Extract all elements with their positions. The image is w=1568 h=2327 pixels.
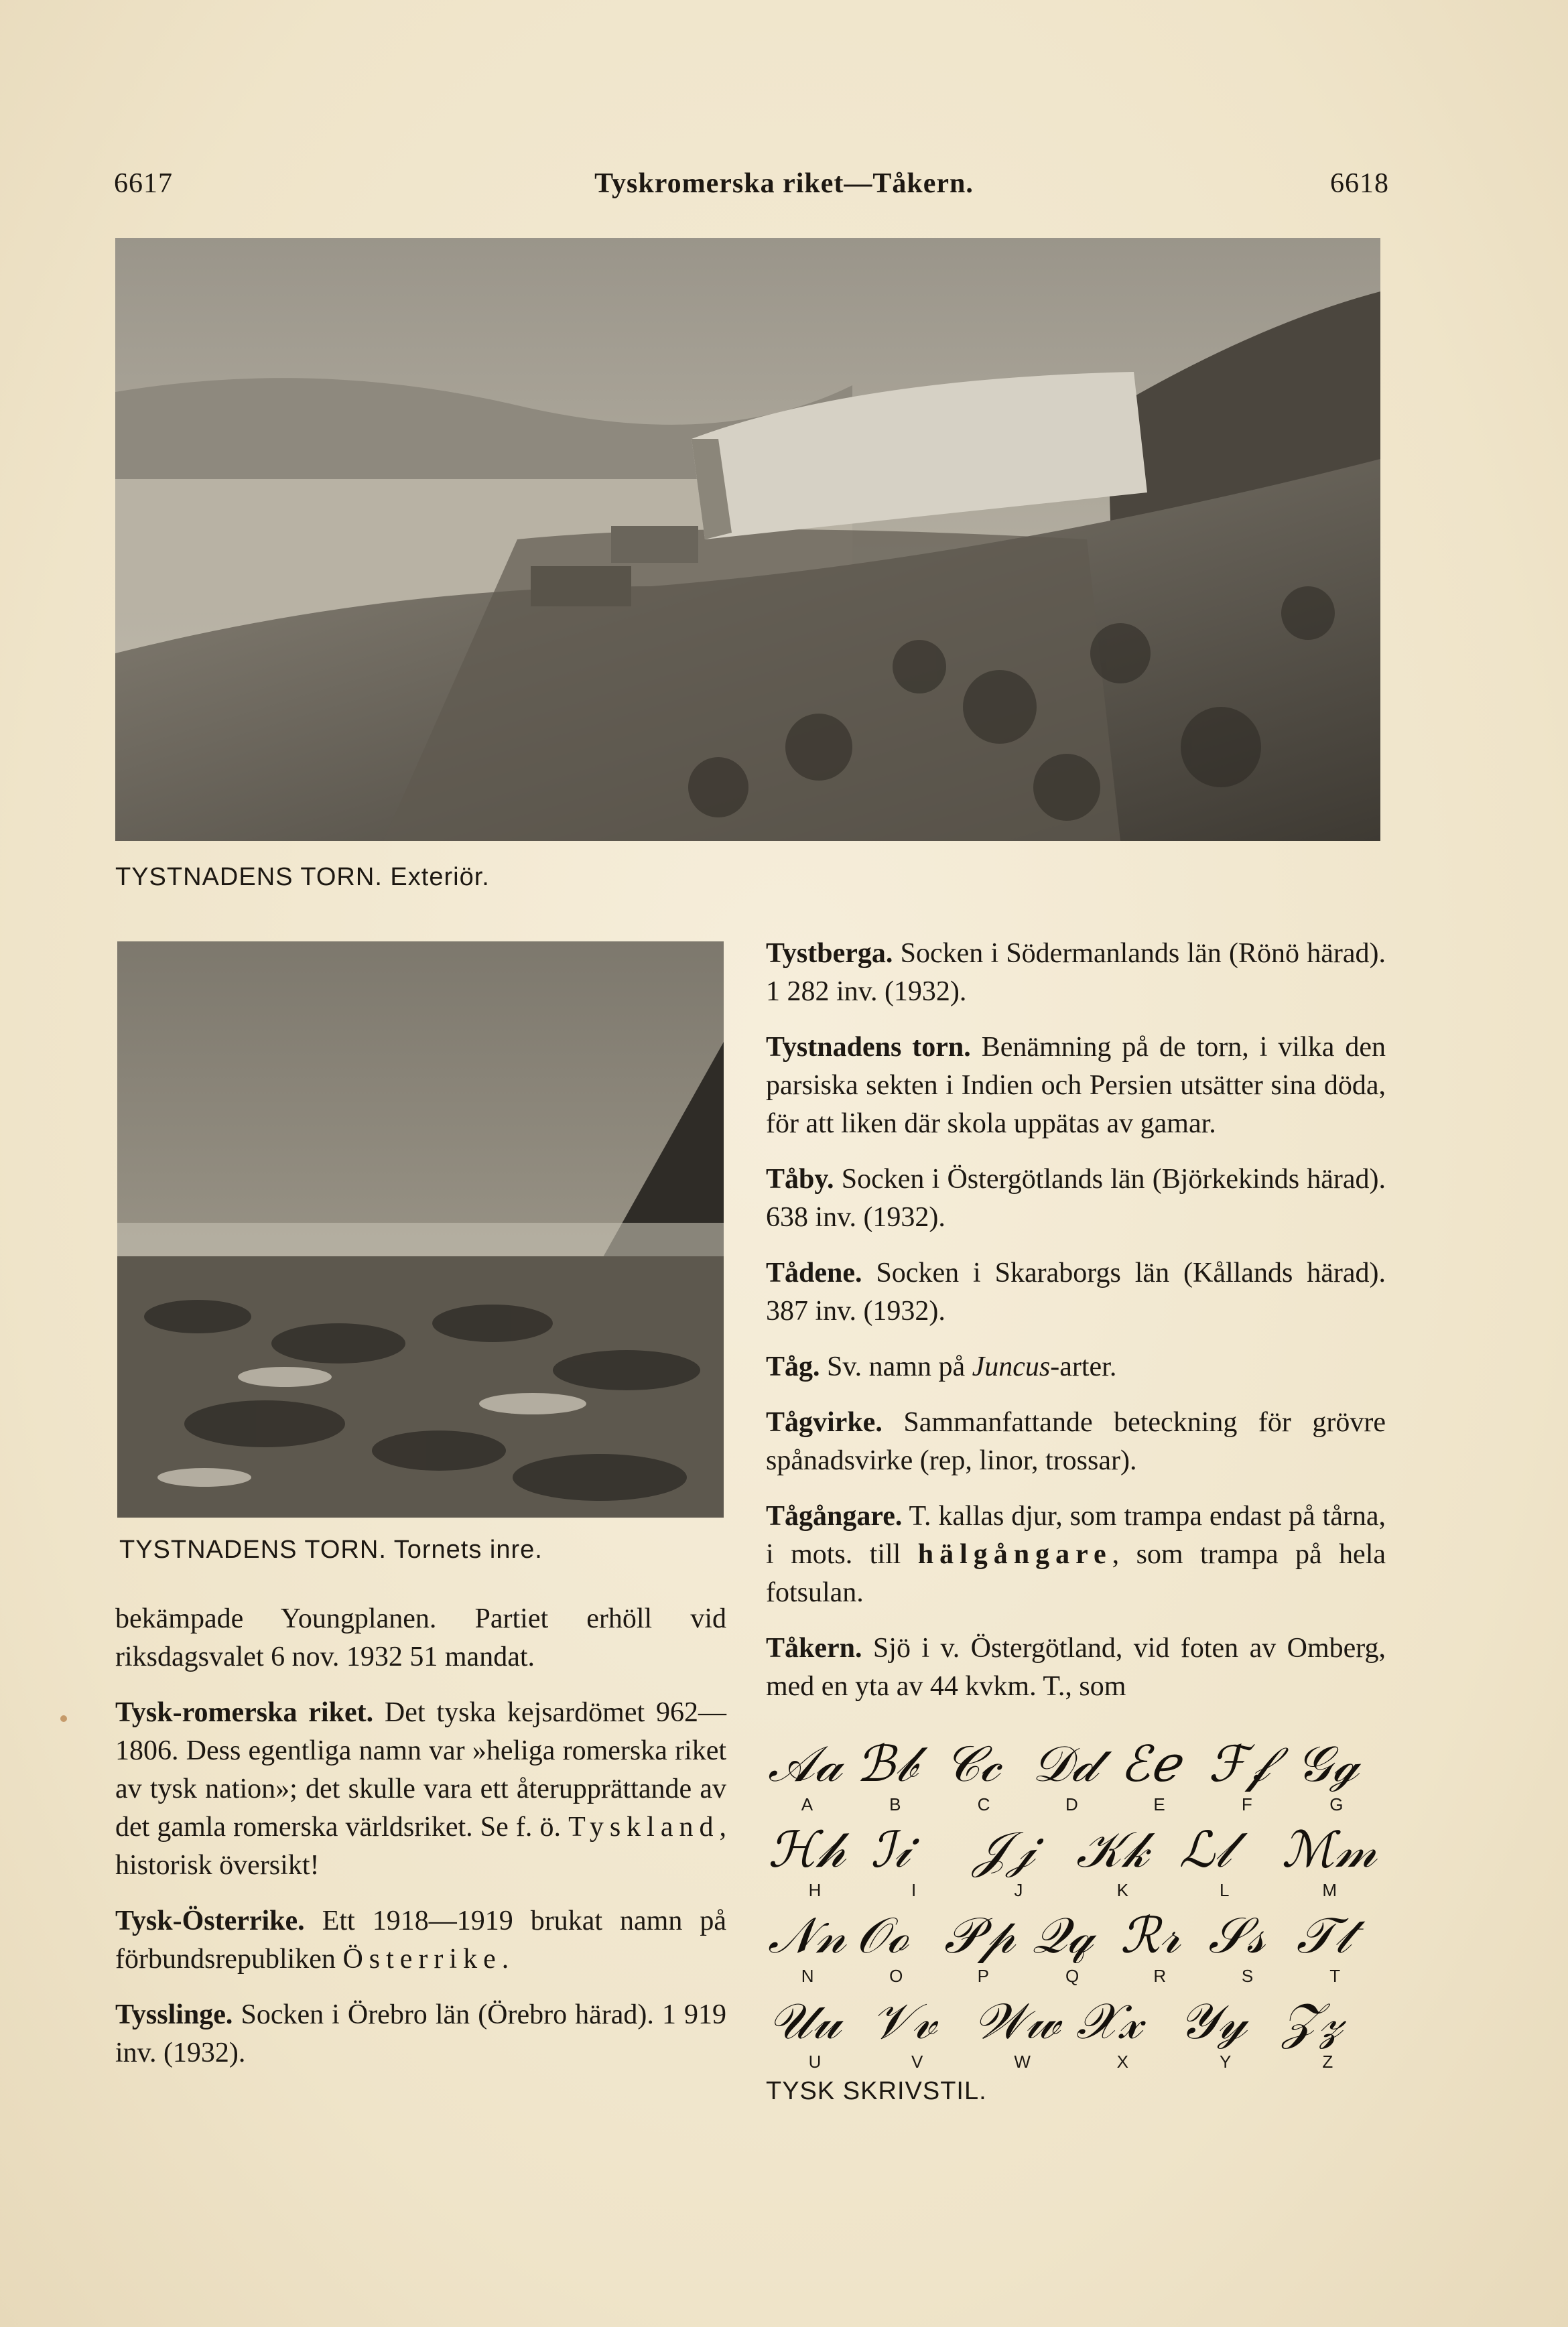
interior-caption: TYSTNADENS TORN. Tornets inre.	[119, 1536, 543, 1564]
script-glyph-h: ℋ𝒽	[768, 1821, 846, 1879]
script-letter-w: W	[1014, 2052, 1031, 2072]
cross-reference: Österrike	[342, 1944, 502, 1975]
script-letter-i: I	[911, 1880, 917, 1900]
script-glyph-y: 𝒴𝓎	[1179, 1993, 1247, 2050]
script-glyph-d: 𝒟𝒹	[1032, 1735, 1097, 1793]
script-letter-h: H	[808, 1880, 822, 1900]
script-glyph-a: 𝒜𝒶	[768, 1735, 842, 1793]
entry-takern: Tåkern. Sjö i v. Östergötland, vid foten av Omberg, med en yta av 44 kvkm. T., som	[766, 1633, 1386, 1702]
script-letter-j: J	[1014, 1880, 1023, 1900]
entry-tysk-osterrike: Tysk-Österrike. Ett 1918—1919 brukat namn på förbundsrepubliken Österrike.	[115, 1906, 726, 1975]
script-chart	[764, 1735, 1394, 2111]
right-column	[766, 935, 1386, 1723]
script-glyph-m: ℳ𝓂	[1281, 1821, 1377, 1879]
script-letter-y: Y	[1220, 2052, 1232, 2072]
script-glyph-q: 𝒬𝓆	[1032, 1907, 1093, 1965]
margin-dot	[60, 1715, 67, 1722]
entry-tag: Tåg. Sv. namn på Juncus-arter.	[766, 1351, 1117, 1382]
script-chart-caption: TYSK SKRIVSTIL.	[766, 2077, 987, 2105]
script-glyph-v: 𝒱𝓋	[870, 1993, 937, 2050]
script-glyph-o: 𝒪ℴ	[856, 1907, 909, 1965]
script-letter-n: N	[801, 1966, 814, 1986]
script-glyph-l: ℒ𝓁	[1179, 1821, 1232, 1879]
script-letter-g: G	[1329, 1794, 1344, 1814]
script-glyph-c: 𝒞𝒸	[943, 1735, 1000, 1793]
script-letter-x: X	[1116, 2052, 1128, 2072]
script-glyph-g: 𝒢ℊ	[1296, 1735, 1359, 1793]
entry-tysslinge: Tysslinge. Socken i Örebro län (Örebro härad). 1 919 inv. (1932).	[115, 1999, 726, 2068]
script-letter-o: O	[889, 1966, 903, 1986]
script-glyph-b: ℬ𝒷	[856, 1735, 917, 1793]
script-letter-u: U	[808, 2052, 822, 2072]
headword: Tysslinge.	[115, 1999, 233, 2030]
script-letter-z: Z	[1322, 2052, 1333, 2072]
entry-tysk-romerska-riket: Tysk-romerska riket. Det tyska kejsardömet 962—1806. Dess egentliga namn var »heliga romerska riket av tysk nation»; det skulle vara ett återupprättande av det gamla romerska världsriket. Se f. ö. Tyskland, historisk översikt!	[115, 1697, 726, 1881]
script-letter-d: D	[1065, 1794, 1078, 1814]
cross-reference: Tyskland	[568, 1812, 720, 1843]
script-letter-v: V	[911, 2052, 923, 2072]
entry-tadene: Tådene. Socken i Skaraborgs län (Kållands härad). 387 inv. (1932).	[766, 1258, 1386, 1327]
script-letter-a: A	[801, 1794, 813, 1814]
script-letter-f: F	[1241, 1794, 1252, 1814]
script-glyph-w: 𝒲𝓌	[973, 1993, 1060, 2050]
script-glyph-e: ℰℯ	[1120, 1735, 1180, 1793]
page-number-left: 6617	[114, 168, 173, 199]
script-letter-e: E	[1153, 1794, 1165, 1814]
script-letter-q: Q	[1065, 1966, 1080, 1986]
script-glyph-i: ℐ𝒾	[870, 1821, 910, 1879]
script-glyph-s: 𝒮𝓈	[1208, 1907, 1265, 1965]
script-glyph-n: 𝒩𝓃	[768, 1907, 846, 1965]
headword: Tysk-romerska riket.	[115, 1697, 374, 1728]
exterior-photo	[115, 238, 1380, 841]
script-letter-p: P	[977, 1966, 989, 1986]
script-letter-l: L	[1220, 1880, 1230, 1900]
exterior-caption: TYSTNADENS TORN. Exteriör.	[115, 863, 490, 891]
script-letter-s: S	[1241, 1966, 1254, 1986]
entry-tystnadens-torn: Tystnadens torn. Benämning på de torn, i vilka den parsiska sekten i Indien och Persien utsätter sina döda, för att liken där skola uppätas av gamar.	[766, 1032, 1386, 1139]
script-glyph-z: 𝒵𝓏	[1281, 1993, 1343, 2050]
script-glyph-t: 𝒯𝓉	[1296, 1907, 1352, 1965]
script-letter-c: C	[977, 1794, 990, 1814]
script-glyph-x: 𝒳𝓍	[1076, 1993, 1142, 2050]
headword: Tysk-Österrike.	[115, 1906, 305, 1936]
script-glyph-f: ℱ𝒻	[1208, 1735, 1270, 1793]
entry-continuation: bekämpade Youngplanen. Partiet erhöll vid riksdagsvalet 6 nov. 1932 51 mandat.	[115, 1603, 726, 1672]
page-number-right: 6618	[1330, 168, 1389, 199]
script-glyph-p: 𝒫𝓅	[943, 1907, 1015, 1965]
script-glyph-k: 𝒦𝓀	[1076, 1821, 1149, 1879]
script-glyph-u: 𝒰𝓊	[768, 1993, 841, 2050]
script-letter-t: T	[1329, 1966, 1341, 1986]
entry-tystberga: Tystberga. Socken i Södermanlands län (Rönö härad). 1 282 inv. (1932).	[766, 938, 1386, 1007]
script-letter-m: M	[1322, 1880, 1337, 1900]
entry-taby: Tåby. Socken i Östergötlands län (Björkekinds härad). 638 inv. (1932).	[766, 1164, 1386, 1233]
script-letter-b: B	[889, 1794, 901, 1814]
script-letter-r: R	[1153, 1966, 1167, 1986]
running-title: Tyskromerska riket—Tåkern.	[594, 168, 974, 199]
entry-tagvirke: Tågvirke. Sammanfattande beteckning för grövre spånadsvirke (rep, linor, trossar).	[766, 1407, 1386, 1476]
script-letter-k: K	[1116, 1880, 1128, 1900]
entry-tagangare: Tågångare. T. kallas djur, som trampa endast på tårna, i mots. till hälgångare, som trampa på hela fotsulan.	[766, 1501, 1386, 1608]
left-column	[115, 1600, 726, 2090]
interior-photo	[117, 941, 724, 1518]
script-glyph-r: ℛ𝓇	[1120, 1907, 1181, 1965]
script-glyph-j: 𝒥𝒿	[973, 1821, 1035, 1879]
